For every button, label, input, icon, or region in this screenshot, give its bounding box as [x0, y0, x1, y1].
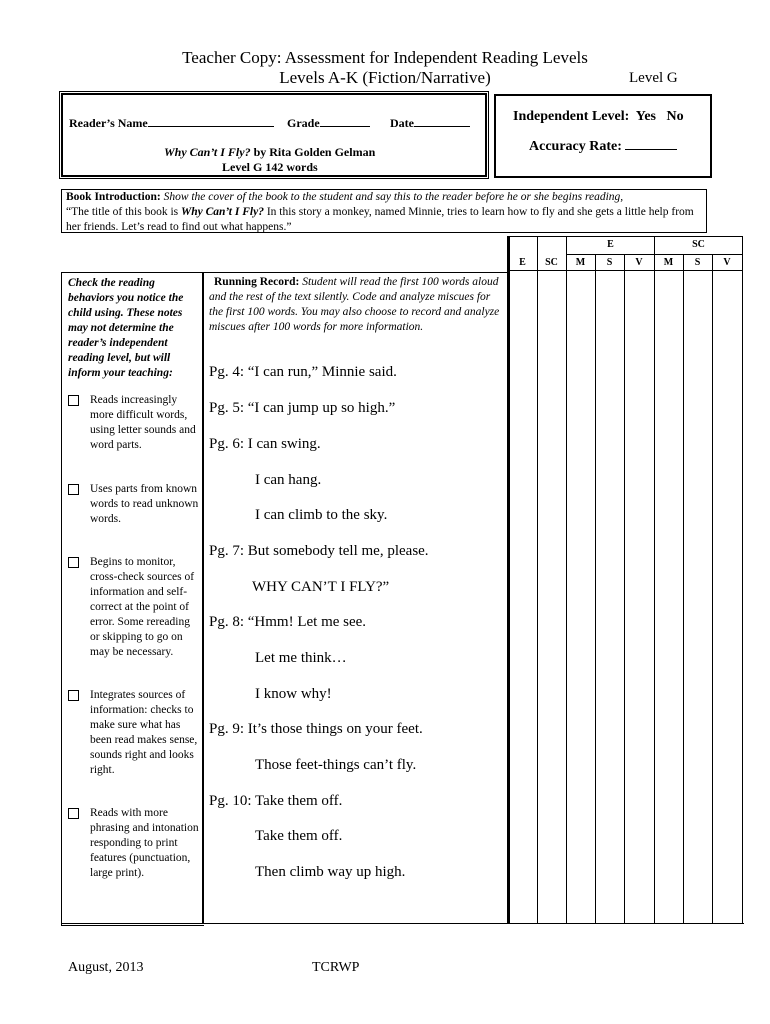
book-title-line: [164, 145, 375, 160]
grid-col-sc: SC: [545, 257, 558, 268]
text-line: Let me think…: [255, 650, 347, 666]
intro-instruction: Show the cover of the book to the student and say this to the reader before he or she begins reading,: [160, 191, 624, 203]
behaviors-heading: Check the reading behaviors you notice the child using. These notes may not determine the reader’s independent reading level, but will inform your teaching:: [68, 277, 184, 379]
grid-col-sc-s: S: [694, 257, 701, 268]
book-title: Why Can’t I Fly?: [164, 145, 251, 159]
checkbox[interactable]: [68, 557, 79, 568]
column-divider: [202, 272, 204, 924]
grid-divider: [507, 236, 510, 924]
text-line: Pg. 6: I can swing.: [209, 436, 321, 452]
grid-col-e: E: [519, 257, 526, 268]
behavior-item[interactable]: Begins to monitor, cross-check sources of information and self-correct at the point of error. Some rereading or skipping to go on may be necessary.: [68, 555, 200, 660]
text-line: Pg. 9: It’s those things on your feet.: [209, 721, 423, 737]
result-box: [494, 94, 712, 178]
text-line: I can hang.: [255, 472, 322, 488]
text-line: Then climb way up high.: [255, 864, 406, 880]
checkbox[interactable]: [68, 808, 79, 819]
grid-group-sc: SC: [692, 239, 705, 250]
grid-group-e: E: [607, 239, 614, 250]
book-author: by Rita Golden Gelman: [250, 145, 376, 159]
reader-name-field[interactable]: Reader’s Name: [69, 116, 274, 131]
intro-text-b: In this story a monkey, named Minnie, tries to learn how to fly and she gets a little help from her friends. Let’s read to find out what happens.”: [66, 206, 694, 233]
intro-book-title: Why Can’t I Fly?: [180, 206, 264, 218]
text-line: Pg. 7: But somebody tell me, please.: [209, 543, 429, 559]
running-record-label: Running Record:: [214, 276, 300, 288]
independent-level: Independent Level: Yes No: [513, 109, 684, 124]
footer-date: August, 2013: [68, 960, 144, 975]
text-line: Pg. 8: “Hmm! Let me see.: [209, 614, 367, 630]
reader-info-box: [61, 93, 487, 177]
behavior-item[interactable]: Integrates sources of information: checks to make sure what has been read makes sense, sounds right and looks right.: [68, 688, 200, 778]
accuracy-rate-field[interactable]: Accuracy Rate:: [529, 139, 677, 155]
text-line: I can climb to the sky.: [255, 507, 388, 523]
grade-field[interactable]: Grade: [287, 116, 370, 131]
title-line-2: Levels A-K (Fiction/Narrative): [279, 68, 491, 87]
text-line: I know why!: [255, 686, 332, 702]
checkbox[interactable]: [68, 395, 79, 406]
checkbox[interactable]: [68, 484, 79, 495]
scoring-grid: [508, 236, 743, 924]
intro-text-a: “The title of this book is: [66, 206, 181, 218]
date-field[interactable]: Date: [390, 116, 470, 131]
text-line: WHY CAN’T I FLY?”: [252, 579, 390, 595]
book-introduction: [61, 189, 707, 233]
behavior-item[interactable]: Reads increasingly more difficult words, using letter sounds and word parts.: [68, 393, 200, 453]
grid-col-e-v: V: [635, 257, 643, 268]
grid-col-e-m: M: [575, 257, 586, 268]
text-line: Pg. 5: “I can jump up so high.”: [209, 400, 396, 416]
text-line: Take them off.: [255, 828, 343, 844]
grid-col-sc-v: V: [723, 257, 731, 268]
book-level-words: Level G 142 words: [222, 160, 318, 174]
behavior-item[interactable]: Reads with more phrasing and intonation responding to print features (punctuation, large print).: [68, 806, 200, 881]
grid-col-sc-m: M: [663, 257, 674, 268]
running-record-instructions: Running Record: Student will read the first 100 words aloud and the rest of the text silently. Code and analyze miscues for the first 100 words. You may also choose to record and analyze miscues after 100 words for more information.: [209, 276, 500, 333]
text-line: Those feet-things can’t fly.: [255, 757, 417, 773]
text-line: Pg. 10: Take them off.: [209, 793, 343, 809]
grid-col-e-s: S: [606, 257, 613, 268]
intro-label: Book Introduction:: [66, 191, 161, 203]
table-bottom-rule: [61, 923, 744, 924]
checkbox[interactable]: [68, 690, 79, 701]
footer-org: TCRWP: [312, 960, 360, 975]
text-line: Pg. 4: “I can run,” Minnie said.: [209, 364, 397, 380]
level-label: Level G: [629, 70, 678, 86]
behavior-item[interactable]: Uses parts from known words to read unknown words.: [68, 482, 200, 527]
title-line-1: Teacher Copy: Assessment for Independent Reading Levels: [182, 48, 588, 67]
